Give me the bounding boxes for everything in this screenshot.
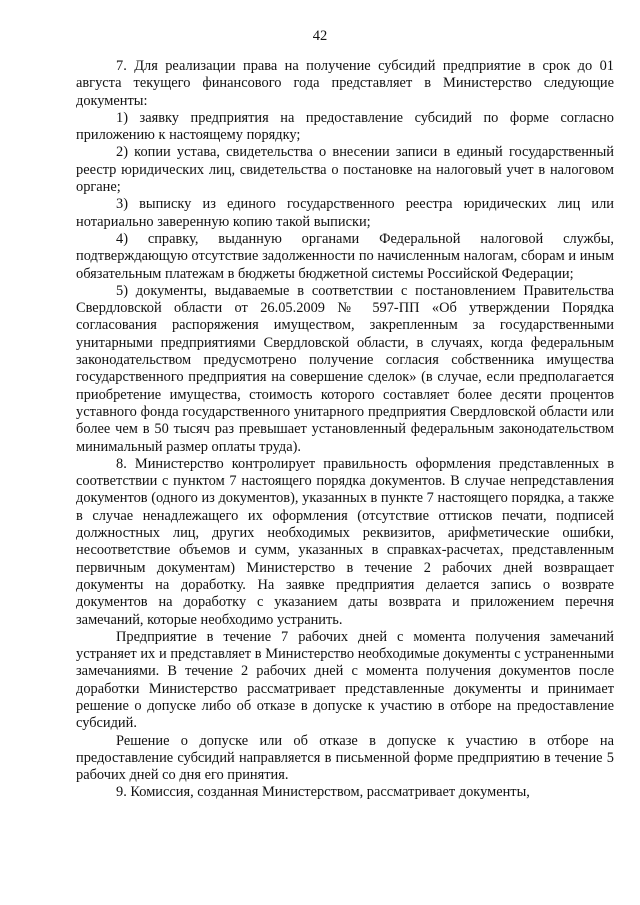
paragraph-8-correction: Предприятие в течение 7 рабочих дней с момента получения замечаний устраняет их и представляет в Министерство необходимые документы с устраненными замечаниями. В течение 2 рабочих дней с момента получения документов после доработки Министерство рассматривает представленные документы и принимает решение о допуске либо об отказе в допуске к участию в отборе на предоставление субсидий. xyxy=(76,628,614,732)
paragraph-8: 8. Министерство контролирует правильность оформления представленных в соответствии с пунктом 7 настоящего порядка документов. В случае непредставления документов (одного из документов), указанных в пункте 7 настоящего порядка, а также в случае ненадлежащего их оформления (отсутствие оттисков печати, подписей должностных лиц, других необходимых реквизитов, арифметические ошибки, несоответствие объемов и сумм, указанных в справках-расчетах, представленным первичным документам) Министерство в течение 2 рабочих дней возвращает документы на доработку. На заявке предприятия делается запись о возврате документов на доработку с указанием даты возврата и приложением перечня замечаний, которые необходимо устранить. xyxy=(76,455,614,628)
paragraph-7-item-1: 1) заявку предприятия на предоставление субсидий по форме согласно приложению к настоящему порядку; xyxy=(76,109,614,144)
paragraph-8-decision: Решение о допуске или об отказе в допуске к участию в отборе на предоставление субсидий направляется в письменной форме предприятию в течение 5 рабочих дней со дня его принятия. xyxy=(76,732,614,784)
document-body xyxy=(76,58,614,802)
paragraph-7-intro: 7. Для реализации права на получение субсидий предприятие в срок до 01 августа текущего финансового года представляет в Министерство следующие документы: xyxy=(76,58,614,109)
paragraph-7-item-5: 5) документы, выдаваемые в соответствии с постановлением Правительства Свердловской области от 26.05.2009 № 597-ПП «Об утверждении Порядка согласования распоряжения имуществом, закрепленным за государственными унитарными предприятиями Свердловской области, в случаях, когда федеральным законодательством предусмотрено получение согласия собственника имущества государственного предприятия на совершение сделок» (в случае, если предполагается приобретение имущества, стоимость которого составляет более десяти процентов уставного фонда государственного унитарного предприятия Свердловской области или более чем в 50 тысяч раз превышает установленный федеральным законодательством минимальный размер оплаты труда). xyxy=(76,282,614,455)
paragraph-7-item-3: 3) выписку из единого государственного реестра юридических лиц или нотариально заверенную копию такой выписки; xyxy=(76,196,614,230)
paragraph-7-item-4: 4) справку, выданную органами Федеральной налоговой службы, подтверждающую отсутствие задолженности по начисленным налогам, сборам и иным обязательным платежам в бюджеты бюджетной системы Российской Федерации; xyxy=(76,230,614,282)
page-number: 42 xyxy=(312,28,328,44)
paragraph-7-item-2: 2) копии устава, свидетельства о внесении записи в единый государственный реестр юридических лиц, свидетельства о постановке на налоговый учет в налоговом органе; xyxy=(76,144,614,196)
paragraph-9: 9. Комиссия, созданная Министерством, рассматривает документы, xyxy=(116,784,530,801)
